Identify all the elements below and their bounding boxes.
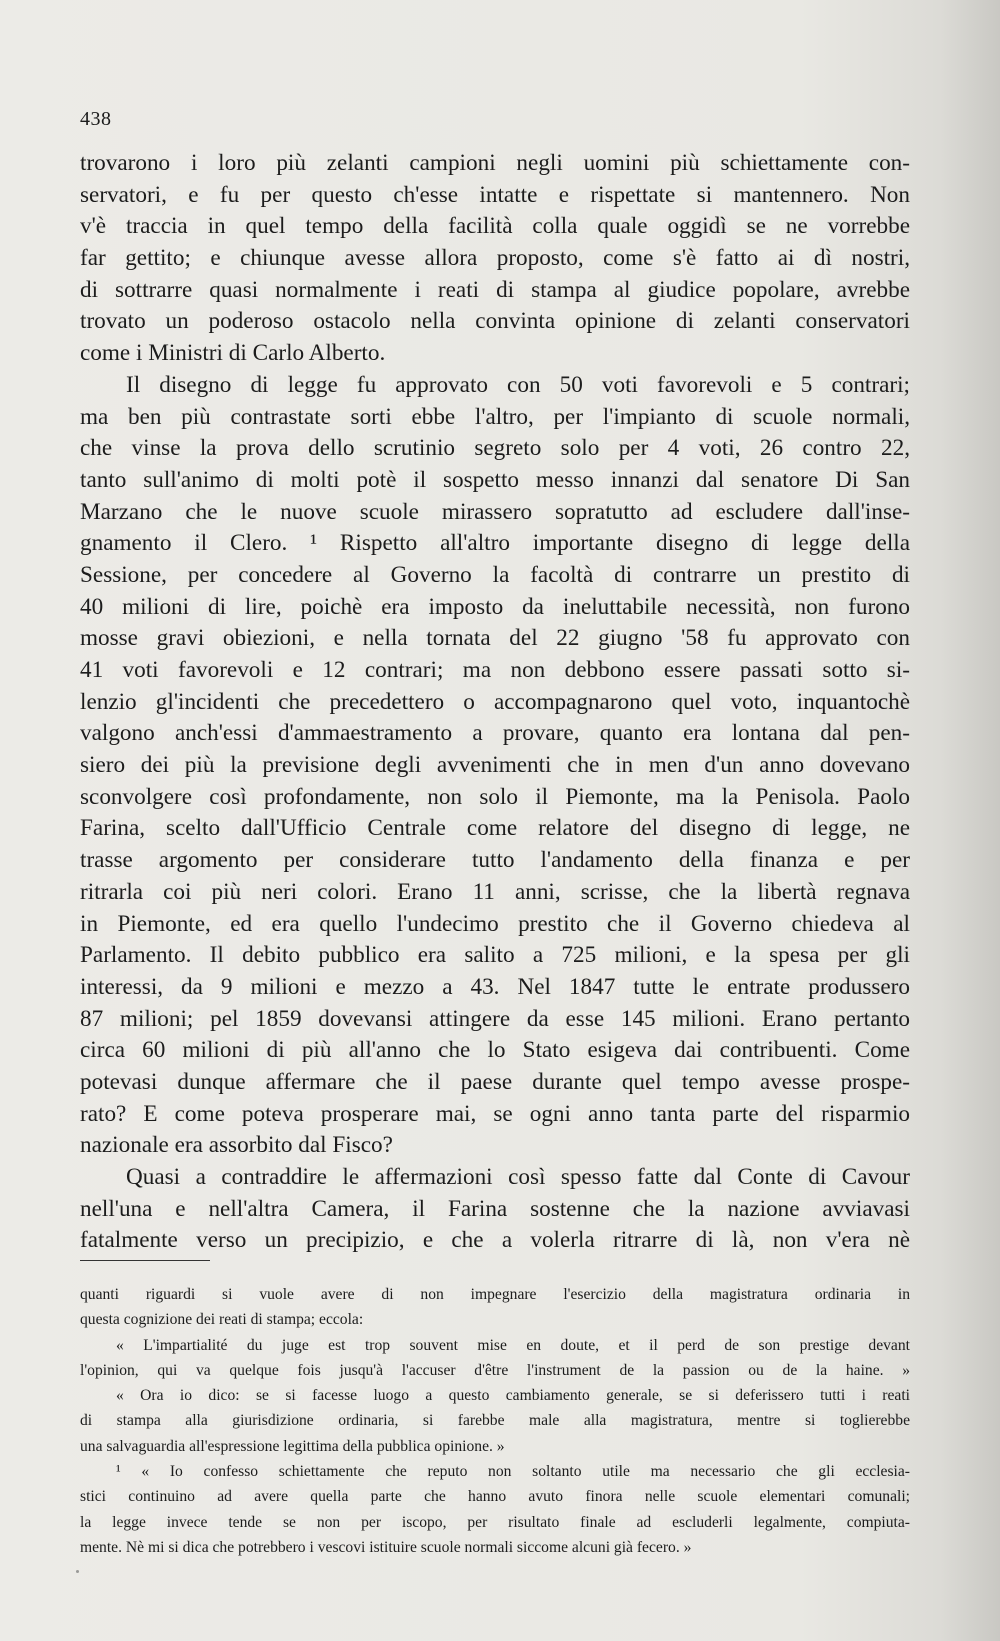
body-line: servatori, e fu per questo ch'esse intatte e rispettate si mantennero. Non (80, 181, 910, 208)
footnote-line: quanti riguardi si vuole avere di non impegnare l'esercizio della magistratura ordinaria in (80, 1286, 910, 1303)
body-line: interessi, da 9 milioni e mezzo a 43. Nel 1847 tutte le entrate produssero (80, 973, 910, 1000)
body-line: gnamento il Clero. ¹ Rispetto all'altro importante disegno di legge della (80, 530, 910, 557)
body-line: in Piemonte, ed era quello l'undecimo prestito che il Governo chiedeva al (80, 910, 910, 937)
body-line: nell'una e nell'altra Camera, il Farina sostenne che la nazione avviavasi (80, 1195, 910, 1222)
body-line: tanto sull'animo di molti potè il sospetto messo innanzi dal senatore Di San (80, 466, 910, 493)
footnotes (80, 1282, 910, 1560)
body-line: ritrarla coi più neri colori. Erano 11 anni, scrisse, che la libertà regnava (80, 878, 910, 905)
footnote-line: stici continuino ad avere quella parte che hanno avuto finora nelle scuole elementari comunali; (80, 1488, 910, 1506)
footnote-line: questa cognizione dei reati di stampa; eccola: (80, 1311, 364, 1329)
footnote-line: ¹ « Io confesso schiettamente che reputo non soltanto utile ma necessario che gli ecclesia- (116, 1463, 910, 1481)
body-line: Marzano che le nuove scuole mirassero sopratutto ad escludere dall'inse- (80, 498, 910, 525)
body-line: Parlamento. Il debito pubblico era salito a 725 milioni, e la spesa per gli (80, 942, 910, 969)
footnote-line: una salvaguardia all'espressione legittima della pubblica opinione. » (80, 1437, 505, 1455)
body-line: rato? E come poteva prosperare mai, se ogni anno tanta parte del risparmio (80, 1100, 910, 1127)
body-line: far gettito; e chiunque avesse allora proposto, come s'è fatto ai dì nostri, (80, 245, 910, 272)
body-line: Farina, scelto dall'Ufficio Centrale come relatore del disegno di legge, ne (80, 815, 910, 842)
body-line: ma ben più contrastate sorti ebbe l'altro, per l'impianto di scuole normali, (80, 403, 910, 430)
body-line: valgono anch'essi d'ammaestramento a provare, quanto era lontana dal pen- (80, 720, 910, 747)
body-line: che vinse la prova dello scrutinio segreto solo per 4 voti, 26 contro 22, (80, 435, 910, 462)
body-line: circa 60 milioni di più all'anno che lo Stato esigeva dai contribuenti. Come (80, 1037, 910, 1064)
paper-speck (76, 1570, 79, 1573)
body-line: Quasi a contraddire le affermazioni così spesso fatte dal Conte di Cavour (126, 1164, 910, 1190)
body-line: siero dei più la previsione degli avvenimenti che in men d'un anno dovevano (80, 752, 910, 779)
body-line: trovarono i loro più zelanti campioni negli uomini più schiettamente con- (80, 150, 910, 176)
body-line: Il disegno di legge fu approvato con 50 voti favorevoli e 5 contrari; (126, 371, 910, 398)
page-number: 438 (80, 108, 112, 130)
footnote-line: mente. Nè mi si dica che potrebbero i vescovi istituire scuole normali siccome alcuni già fecero. » (80, 1538, 692, 1556)
body-line: lenzio gl'incidenti che precedettero o accompagnarono quel voto, inquantochè (80, 688, 910, 715)
footnote-line: « Ora io dico: se si facesse luogo a questo cambiamento generale, se si deferissero tutti i reati (116, 1387, 910, 1405)
footnote-line: l'opinion, qui va quelque fois jusqu'à l'accuser d'être l'instrument de la passion ou de la haine. » (80, 1361, 910, 1379)
footnote-line: la legge invece tende se non per iscopo, per risultato finale ad escluderli legalmente, compiuta- (80, 1513, 910, 1531)
body-line: v'è traccia in quel tempo della facilità colla quale oggidì se ne vorrebbe (80, 213, 910, 240)
body-line: sconvolgere così profondamente, non solo il Piemonte, ma la Penisola. Paolo (80, 783, 910, 810)
body-line: mosse gravi obiezioni, e nella tornata del 22 giugno '58 fu approvato con (80, 625, 910, 652)
body-text (80, 148, 910, 1257)
body-line: fatalmente verso un precipizio, e che a volerla ritrarre di là, non v'era nè (80, 1227, 910, 1254)
body-line: 87 milioni; pel 1859 dovevansi attingere da esse 145 milioni. Erano pertanto (80, 1005, 910, 1032)
body-line: nazionale era assorbito dal Fisco? (80, 1132, 393, 1159)
body-line: potevasi dunque affermare che il paese durante quel tempo avesse prospe- (80, 1068, 910, 1095)
body-line: Sessione, per concedere al Governo la facoltà di contrarre un prestito di (80, 561, 910, 588)
body-line: come i Ministri di Carlo Alberto. (80, 340, 386, 367)
body-line: trovato un poderoso ostacolo nella convinta opinione di zelanti conservatori (80, 308, 910, 335)
body-line: 40 milioni di lire, poichè era imposto da ineluttabile necessità, non furono (80, 593, 910, 620)
footnote-line: « L'impartialité du juge est trop souvent mise en doute, et il perd de son prestige devant (116, 1336, 910, 1354)
body-line: di sottrarre quasi normalmente i reati di stampa al giudice popolare, avrebbe (80, 276, 910, 303)
body-line: trasse argomento per considerare tutto l'andamento della finanza e per (80, 847, 910, 874)
footnote-line: di stampa alla giurisdizione ordinaria, si farebbe male alla magistratura, mentre si toglierebbe (80, 1412, 910, 1430)
footnote-divider (80, 1260, 210, 1261)
body-line: 41 voti favorevoli e 12 contrari; ma non debbono essere passati sotto si- (80, 657, 910, 683)
